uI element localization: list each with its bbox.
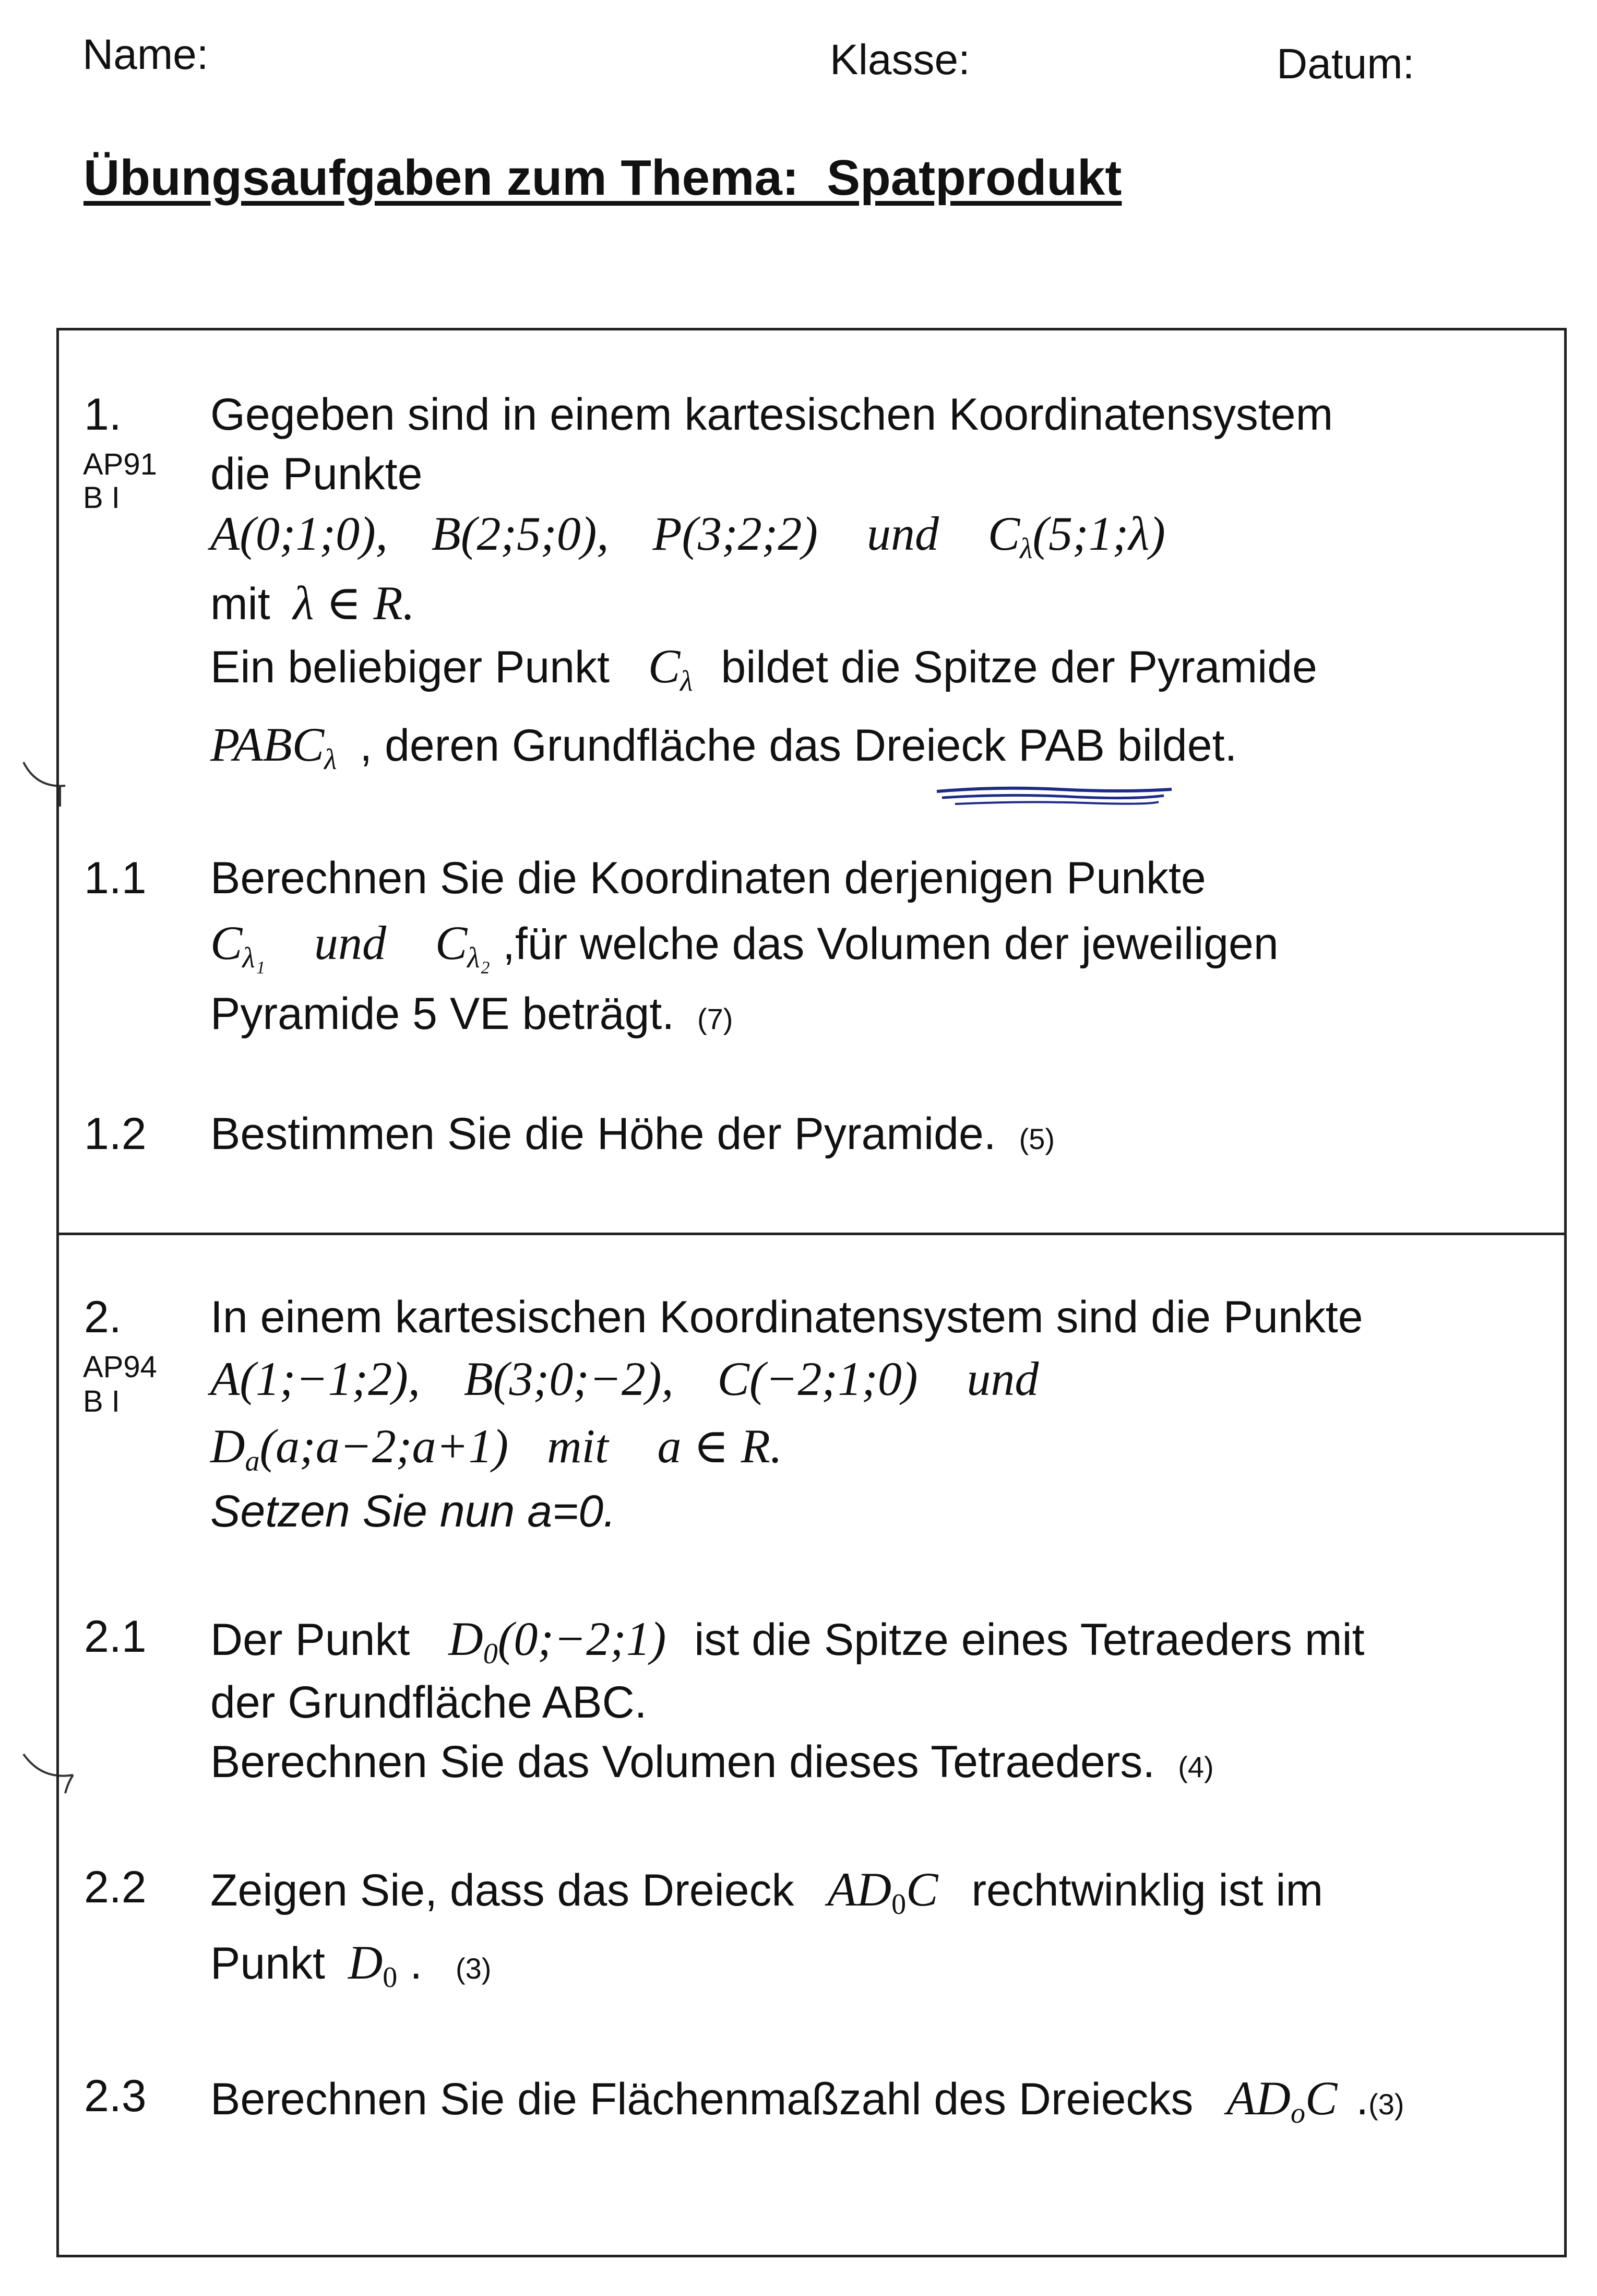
point-p: P(3;2;2) xyxy=(652,507,818,560)
task2-line4: Setzen Sie nun a=0. xyxy=(210,1486,616,1536)
task-number: 1.1 xyxy=(84,853,147,903)
task1-line-mit: mit λ ∈ R. xyxy=(210,576,415,630)
task1-2-line1: Bestimmen Sie die Höhe der Pyramide. (5) xyxy=(210,1109,1055,1159)
klasse-label: Klasse: xyxy=(830,36,970,84)
task2-1-line1: Der Punkt $D_0(0;-2;1)$ ist die Spitze eines Tetraeders mit xyxy=(210,1612,1365,1670)
task2-points-line: A(1;−1;2), B(3;0;−2), C(−2;1;0) und xyxy=(210,1352,1039,1405)
point-c: $C_\lambda(5;1;\lambda)$ xyxy=(987,507,1165,565)
task1-line1: Gegeben sind in einem kartesischen Koordinatensystem xyxy=(210,389,1333,440)
task2-line1: In einem kartesischen Koordinatensystem sind die Punkte xyxy=(210,1292,1363,1342)
pen-underline-mark xyxy=(934,782,1174,808)
task-number: 2.2 xyxy=(84,1862,147,1912)
page-title: Übungsaufgaben zum Thema: Spatprodukt xyxy=(84,150,1122,206)
task-box-1 xyxy=(56,328,1567,1235)
task1-line4: Ein beliebiger Punkt $C_\lambda$ bildet die Spitze der Pyramide xyxy=(210,640,1317,697)
task1-1-line2: $C_{\lambda_1}$ und $C_{\lambda_2}$ ,für welche das Volumen der jeweiligen xyxy=(210,916,1279,974)
task-number: 1.2 xyxy=(84,1109,147,1159)
source-tag: AP94 xyxy=(83,1350,157,1384)
points-badge: (4) xyxy=(1178,1750,1214,1783)
task-number: 1. xyxy=(84,389,122,440)
name-label: Name: xyxy=(82,31,209,78)
task-number: 2. xyxy=(84,1292,122,1342)
points-badge: (3) xyxy=(1368,2088,1404,2121)
datum-label: Datum: xyxy=(1277,40,1415,88)
und-word: und xyxy=(866,507,939,560)
task-number: 2.1 xyxy=(84,1612,147,1662)
task2-2-line1: Zeigen Sie, dass das Dreieck $AD_0C$ rechtwinklig ist im xyxy=(210,1863,1324,1921)
task1-line2: die Punkte xyxy=(210,449,423,499)
task-box-2 xyxy=(56,1233,1567,2257)
source-tag: B I xyxy=(83,481,120,515)
points-badge: (7) xyxy=(697,1002,733,1035)
task2-1-line2: der Grundfläche ABC. xyxy=(210,1677,647,1727)
task1-1-line3: Pyramide 5 VE beträgt. (7) xyxy=(210,989,733,1039)
points-badge: (5) xyxy=(1019,1122,1055,1155)
task1-points-line xyxy=(210,506,1165,565)
task-number: 2.3 xyxy=(84,2071,147,2121)
source-tag: B I xyxy=(83,1384,120,1418)
point-b: B(2;5;0), xyxy=(431,507,609,560)
task2-d-line: $D_a(a;a-2;a+1)$ mit a ∈ R. xyxy=(210,1419,782,1477)
task2-2-line2: Punkt $D_0$ . (3) xyxy=(210,1936,492,1994)
task1-line5: $PABC_\lambda$ , deren Grundfläche das Dreieck PAB bildet. xyxy=(210,718,1237,776)
points-badge: (3) xyxy=(456,1952,492,1985)
source-tag: AP91 xyxy=(83,447,157,481)
task2-1-line3: Berechnen Sie das Volumen dieses Tetraeders. (4) xyxy=(210,1737,1214,1787)
task2-3-line1: Berechnen Sie die Flächenmaßzahl des Dreiecks $AD_oC$ .(3) xyxy=(210,2072,1404,2129)
point-a: A(0;1;0), xyxy=(210,507,388,560)
task1-1-line1: Berechnen Sie die Koordinaten derjenigen Punkte xyxy=(210,853,1206,903)
